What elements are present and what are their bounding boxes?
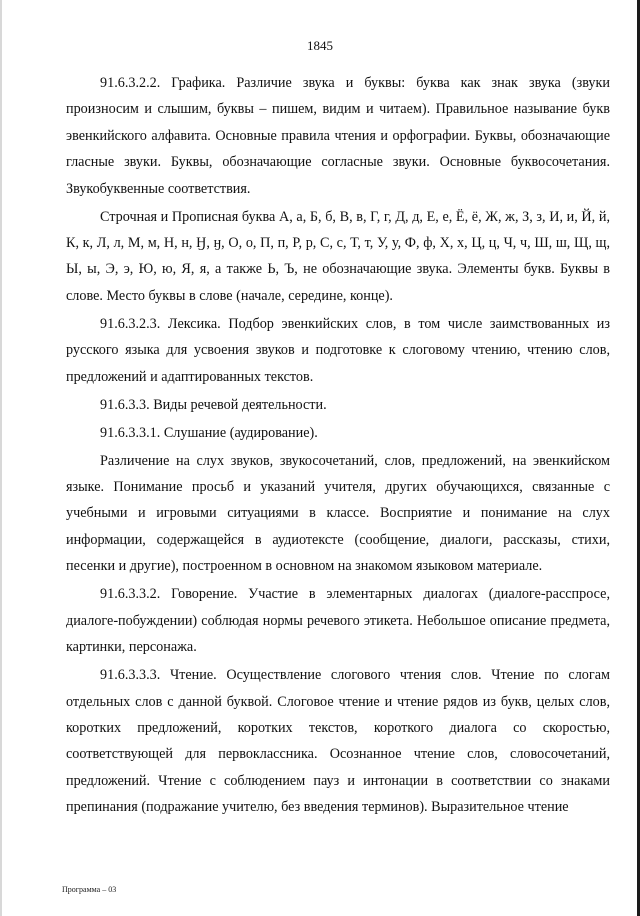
page-number: 1845 <box>307 38 333 53</box>
footer-program-label: Программа – 03 <box>62 885 117 894</box>
scan-left-edge <box>0 0 2 916</box>
paragraph-slushanie: Различение на слух звуков, звукосочетаний, слов, предложений, на эвенкийском языке. Понимание просьб и указаний учителя, других обучающихся, связанные с учебными и игровыми ситуациями в классе. Восприятие и понимание на слух информации, содержащейся в аудиотексте (сообщение, диалоги, рассказы, стихи, песенки и другие), построенном в основном на знакомом языковом материале. <box>66 452 610 575</box>
paragraph-chtenie: 91.6.3.3.3. Чтение. Осуществление слогового чтения слов. Чтение по слогам отдельных слов с данной буквой. Слоговое чтение и чтение рядов из букв, целых слов, коротких предложений, коротких текстов, короткого диалога со скоростью, соответствующей для первоклассника. Осознанное чтение слов, словосочетаний, предложений. Чтение с соблюдением пауз и интонации в соответствии со знаками препинания (подражание учителю, без введения терминов). Выразительное чтение <box>66 667 610 816</box>
paragraph-leksika: 91.6.3.2.3. Лексика. Подбор эвенкийских слов, в том числе заимствованных из русского языка для усвоения звуков и подготовке к слоговому чтению, чтению слов, предложений и адаптированных текстов. <box>66 315 610 385</box>
paragraph-alphabet: Строчная и Прописная буква А, а, Б, б, В, в, Г, г, Д, д, Е, е, Ё, ё, Ж, ж, З, з, И, и, Й, й, К, к, Л, л, М, м, Н, н, Ӈ, ӈ, О, о, П, п, Р, р, С, с, Т, т, У, у, Ф, ф, Х, х, Ц, ц, Ч, ч, Ш, ш, Щ, щ, Ы, ы, Э, э, Ю, ю, Я, я, а также Ь, Ъ, не обозначающие звука. Элементы букв. Буквы в слове. Место буквы в слове (начале, середине, конце). <box>66 208 610 304</box>
heading-vidy-rechevoy-deyatelnosti: 91.6.3.3. Виды речевой деятельности. <box>100 396 327 413</box>
paragraph-grafika: 91.6.3.2.2. Графика. Различие звука и буквы: буква как знак звука (звуки произносим и слышим, буквы – пишем, видим и читаем). Правильное называние букв эвенкийского алфавита. Основные правила чтения и орфографии. Буквы, обозначающие гласные звуки. Буквы, обозначающие согласные звуки. Основные буквосочетания. Звукобуквенные соответствия. <box>66 75 610 197</box>
document-body <box>66 70 610 822</box>
paragraph-govorenie: 91.6.3.3.2. Говорение. Участие в элементарных диалогах (диалоге-расспросе, диалоге-побуждении) соблюдая нормы речевого этикета. Небольшое описание предмета, картинки, персонажа. <box>66 586 610 656</box>
heading-slushanie: 91.6.3.3.1. Слушание (аудирование). <box>100 424 318 441</box>
